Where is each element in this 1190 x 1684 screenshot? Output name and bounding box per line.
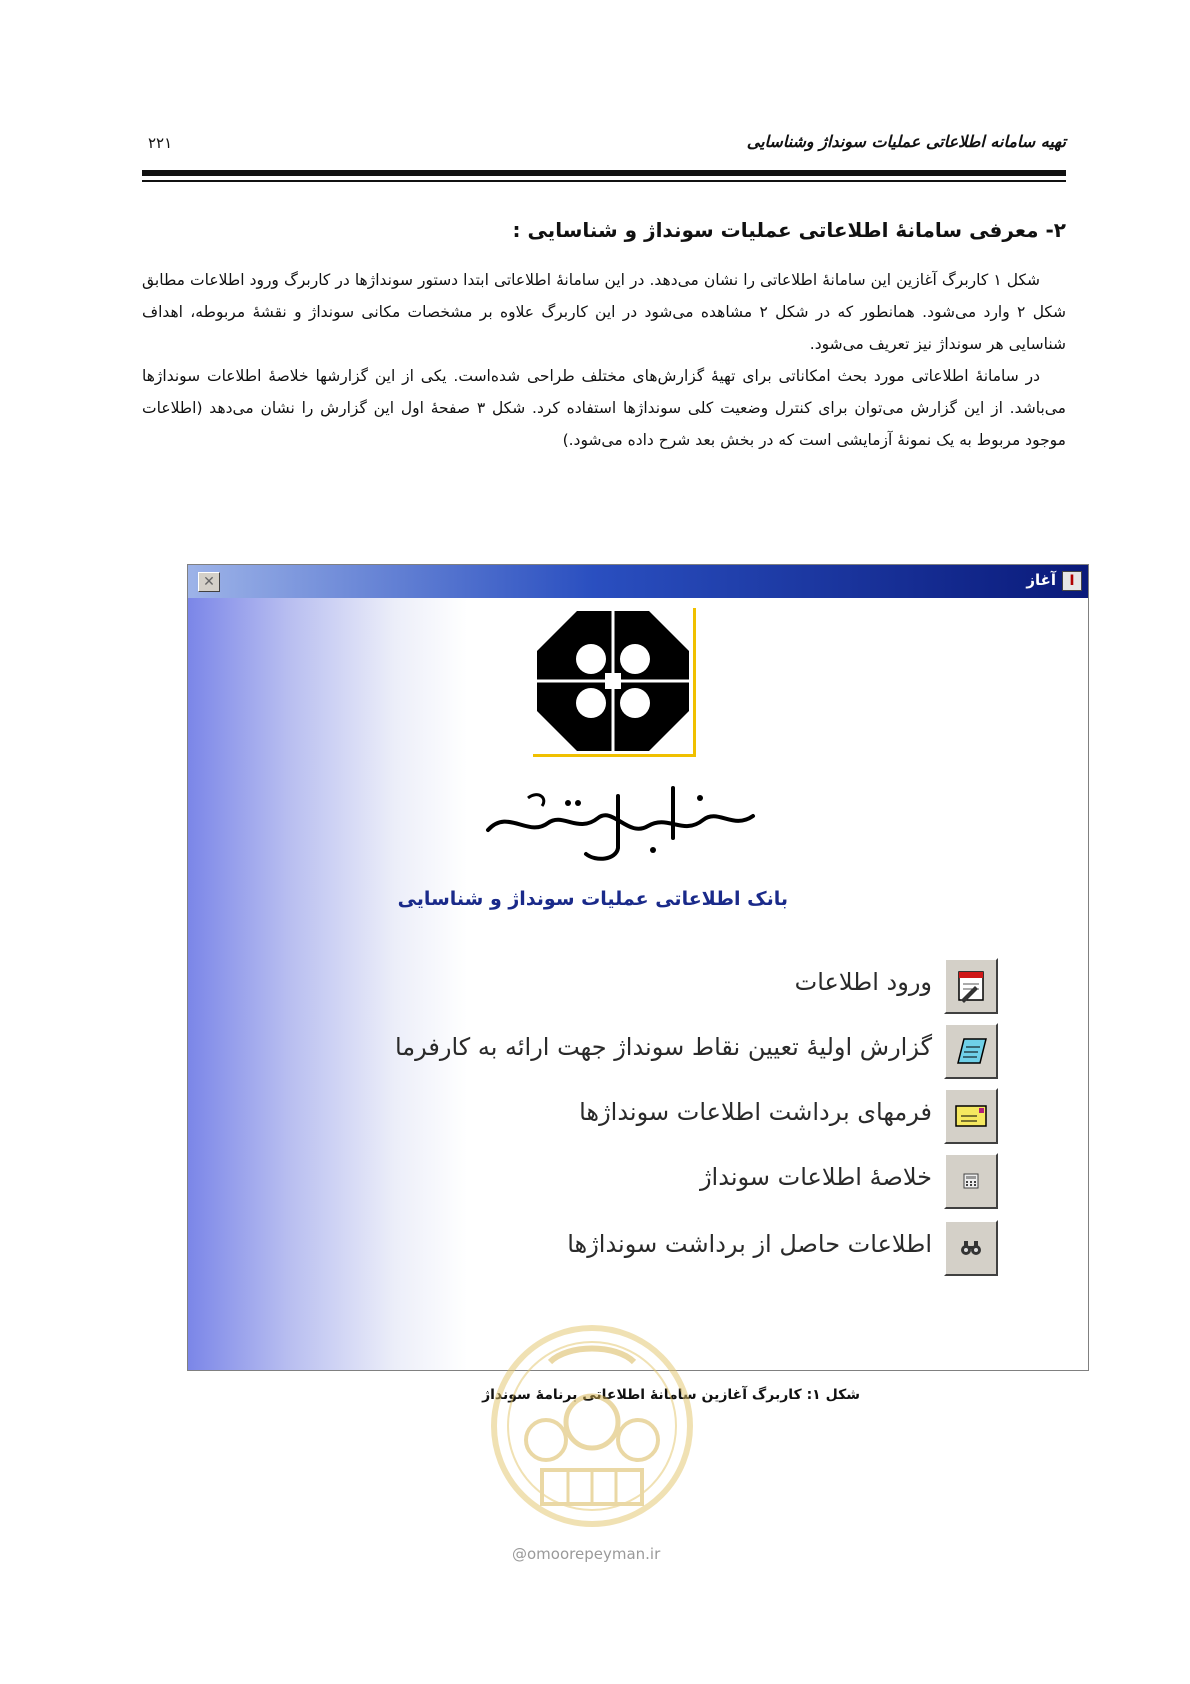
watermark-at-icon: @ <box>512 1545 527 1563</box>
notepad-icon <box>952 1033 990 1069</box>
window-client-area <box>188 598 1088 1370</box>
window-title: آغاز <box>1026 571 1056 589</box>
header-rule-thin <box>142 180 1066 182</box>
watermark-site <box>512 1545 660 1563</box>
paragraph-2: در سامانۀ اطلاعاتی مورد بحث امکاناتی برای تهیۀ گزارش‌های مختلف طراحی شده‌است. یکی از این گزارشها خلاصۀ اطلاعات سونداژها می‌باشد. از این گزارش می‌توان برای کنترل وضعیت کلی سونداژها استفاده کرد. شکل ۳ صفحۀ اول این گزارش را نشان می‌دهد (اطلاعات موجود مربوط به یک نمونۀ آزمایشی است که در بخش بعد شرح داده می‌شود.) <box>142 367 1066 449</box>
caption-prefix: شکل ۱: <box>806 1387 860 1403</box>
menu-label: ورود اطلاعات <box>794 968 932 996</box>
menu-label: خلاصۀ اطلاعات سونداژ <box>699 1163 932 1191</box>
app-icon: I <box>1062 571 1082 591</box>
page-number: ۲۲۱ <box>148 134 173 152</box>
binoculars-icon <box>960 1239 982 1257</box>
menu-button[interactable] <box>944 1153 998 1209</box>
menu-label: اطلاعات حاصل از برداشت سونداژها <box>567 1230 932 1258</box>
bank-title: بانک اطلاعاتی عملیات سونداژ و شناسایی <box>397 888 788 910</box>
body-text <box>142 264 1066 456</box>
figure-start-window <box>187 564 1089 1371</box>
header-rule-thick <box>142 170 1066 176</box>
data-entry-icon <box>953 968 989 1004</box>
menu-label: فرمهای برداشت اطلاعات سونداژها <box>579 1098 932 1126</box>
menu-button[interactable] <box>944 1220 998 1276</box>
company-logo <box>533 608 696 757</box>
watermark-site-text: omoorepeyman.ir <box>527 1545 661 1563</box>
window-titlebar <box>188 565 1088 598</box>
menu-button[interactable] <box>944 1023 998 1079</box>
running-title: تهیه سامانه اطلاعاتی عملیات سونداژ وشناسایی <box>746 132 1066 151</box>
section-title: ۲- معرفی سامانۀ اطلاعاتی عملیات سونداژ و شناسایی : <box>512 218 1066 242</box>
caption-text: کاربرگ آغازین سامانۀ اطلاعاتی برنامۀ سونداژ <box>482 1387 807 1403</box>
calculator-icon <box>961 1171 981 1191</box>
menu-button[interactable] <box>944 1088 998 1144</box>
paragraph-1: شکل ۱ کاربرگ آغازین این سامانۀ اطلاعاتی را نشان می‌دهد. در این سامانۀ اطلاعاتی ابتدا دستور سونداژها در کاربرگ ورود اطلاعات مطابق شکل ۲ وارد می‌شود. همانطور که در شکل ۲ مشاهده می‌شود در این کاربرگ علاوه بر مشخصات مکانی سونداژ و نقشۀ مربوطه، اهداف شناسایی هر سونداژ نیز تعریف می‌شود. <box>142 271 1066 353</box>
menu-label: گزارش اولیۀ تعیین نقاط سونداژ جهت ارائه به کارفرما <box>394 1033 932 1061</box>
company-signature <box>468 768 768 868</box>
form-icon <box>953 1101 989 1131</box>
menu-button[interactable] <box>944 958 998 1014</box>
watermark-seal <box>488 1322 696 1530</box>
close-button[interactable]: ✕ <box>198 572 220 592</box>
